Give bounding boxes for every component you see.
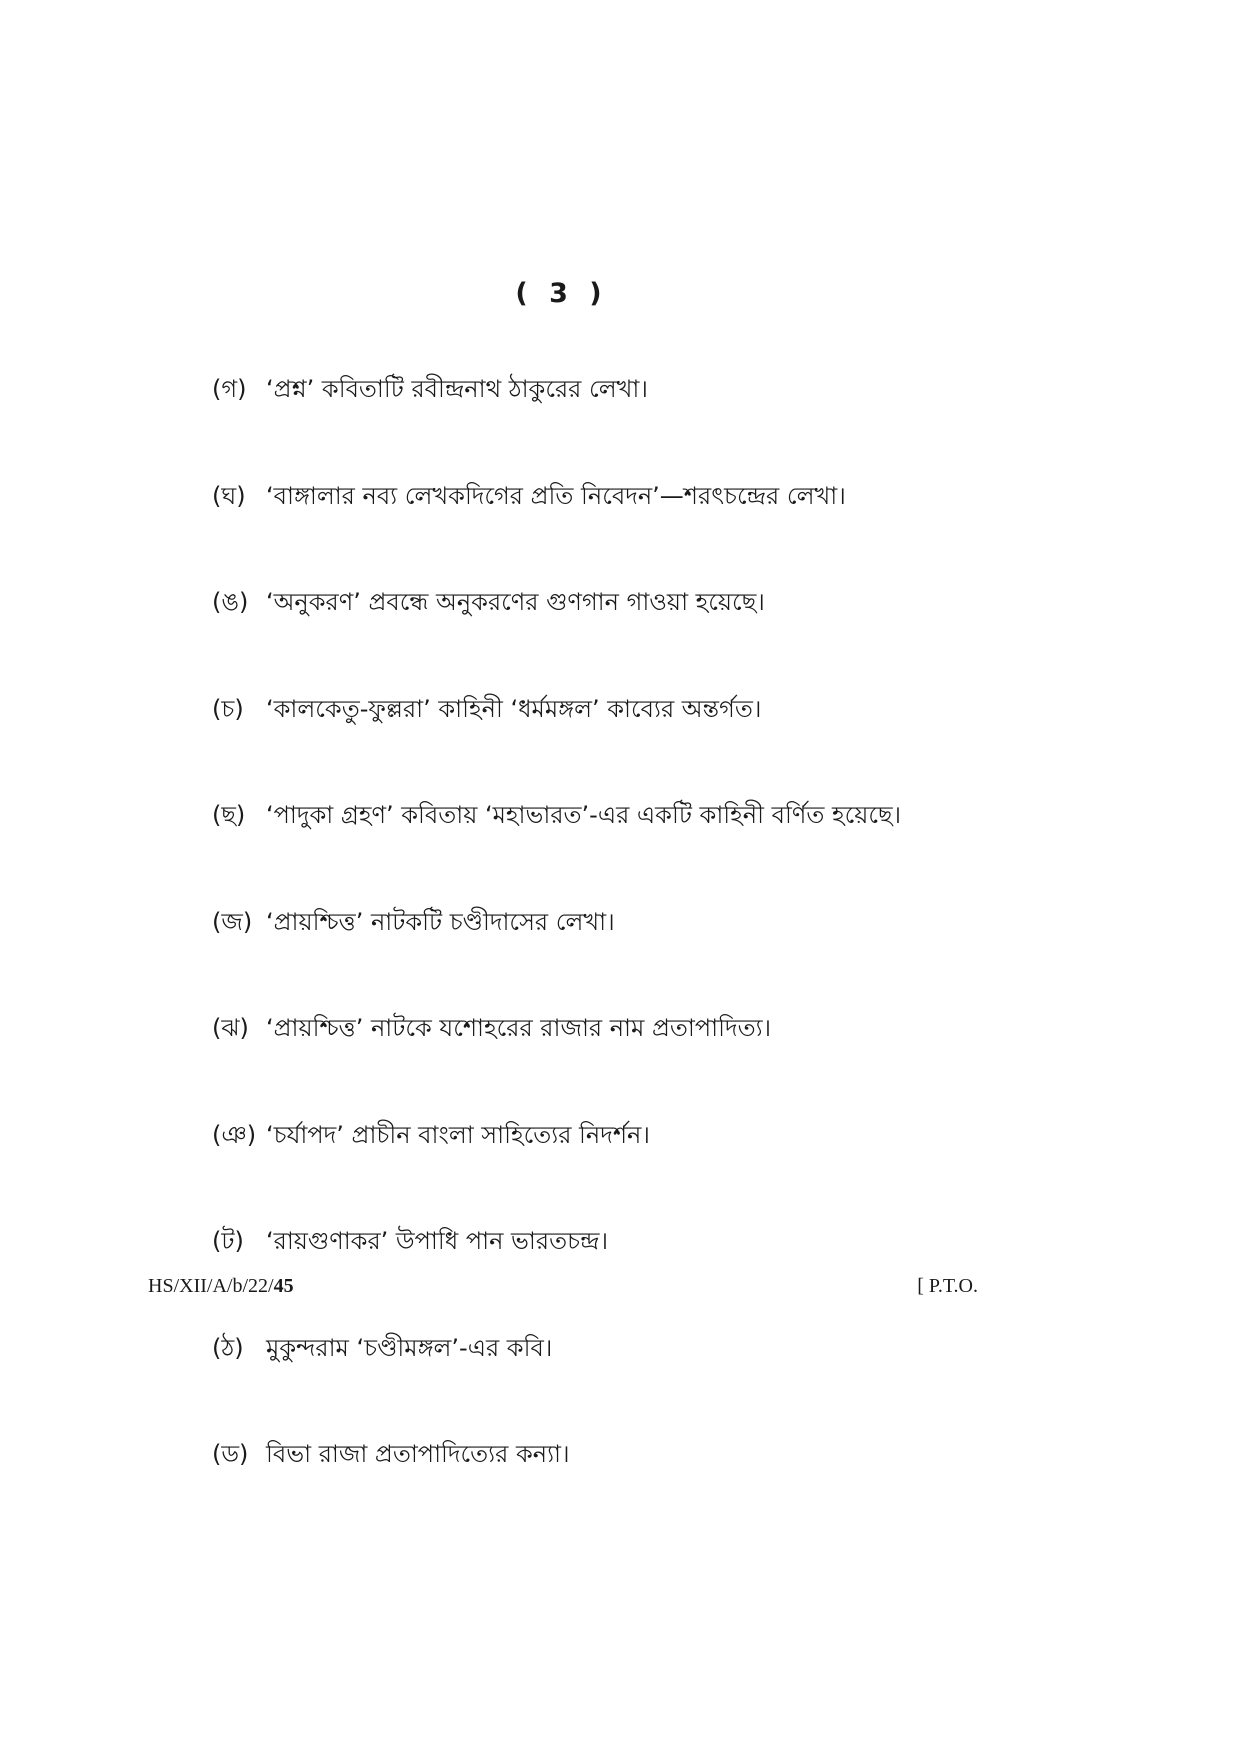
item-label: (জ) (212, 907, 253, 936)
item-text: ‘পাদুকা গ্রহণ’ কবিতায় ‘মহাভারত’-এর একটি কাহিনী বর্ণিত হয়েছে। (266, 801, 902, 829)
list-item (212, 479, 1192, 586)
item-text: ‘চর্যাপদ’ প্রাচীন বাংলা সাহিত্যের নিদর্শন। (266, 1120, 650, 1149)
item-text: বিভা রাজা প্রতাপাদিত্যের কন্যা। (266, 1440, 570, 1468)
item-label: (ছ) (212, 801, 246, 829)
list-item (212, 1437, 1192, 1544)
item-label: (ড) (212, 1440, 249, 1468)
item-label: (ঞ) (212, 1120, 257, 1149)
item-label: (ঝ) (212, 1014, 249, 1042)
item-text: ‘কালকেতু-ফুল্লরা’ কাহিনী ‘ধর্মমঙ্গল’ কাব্যের অন্তর্গত। (266, 694, 762, 723)
item-text: ‘প্রায়শ্চিত্ত’ নাটকে যশোহরের রাজার নাম প্রতাপাদিত্য। (266, 1014, 772, 1042)
paper-code (148, 1275, 294, 1298)
item-label: (ঠ) (212, 1333, 244, 1362)
list-item (212, 692, 1192, 799)
list-item (212, 905, 1192, 1012)
item-text: ‘প্রায়শ্চিত্ত’ নাটকটি চণ্ডীদাসের লেখা। (266, 907, 615, 936)
list-item (212, 585, 1192, 692)
item-label: (ঘ) (212, 481, 246, 510)
item-text: ‘অনুকরণ’ প্রবন্ধে অনুকরণের গুণগান গাওয়া হয়েছে। (266, 588, 765, 616)
item-label: (ঙ) (212, 588, 249, 616)
list-item (212, 1224, 1192, 1331)
list-item (212, 1331, 1192, 1438)
item-label: (গ) (212, 375, 247, 403)
paper-code-number: 45 (273, 1275, 294, 1297)
list-item (212, 798, 1192, 905)
item-label: (চ) (212, 694, 244, 723)
page-number: ( 3 ) (515, 278, 608, 309)
item-text: ‘রায়গুণাকর’ উপাধি পান ভারতচন্দ্র। (266, 1227, 609, 1255)
list-item (212, 1118, 1192, 1225)
item-label: (ট) (212, 1227, 244, 1255)
pto-note: [ P.T.O. (917, 1275, 978, 1297)
item-text: ‘বাঙ্গালার নব্য লেখকদিগের প্রতি নিবেদন’—শরৎচন্দ্রের লেখা। (266, 481, 846, 510)
list-item (212, 372, 1192, 479)
list-item (212, 1011, 1192, 1118)
item-text: মুকুন্দরাম ‘চণ্ডীমঙ্গল’-এর কবি। (266, 1333, 553, 1362)
statement-list (212, 372, 1192, 1544)
item-text: ‘প্রশ্ন’ কবিতাটি রবীন্দ্রনাথ ঠাকুরের লেখা। (266, 375, 648, 403)
paper-code-prefix: HS/XII/A/b/22/ (148, 1275, 274, 1297)
